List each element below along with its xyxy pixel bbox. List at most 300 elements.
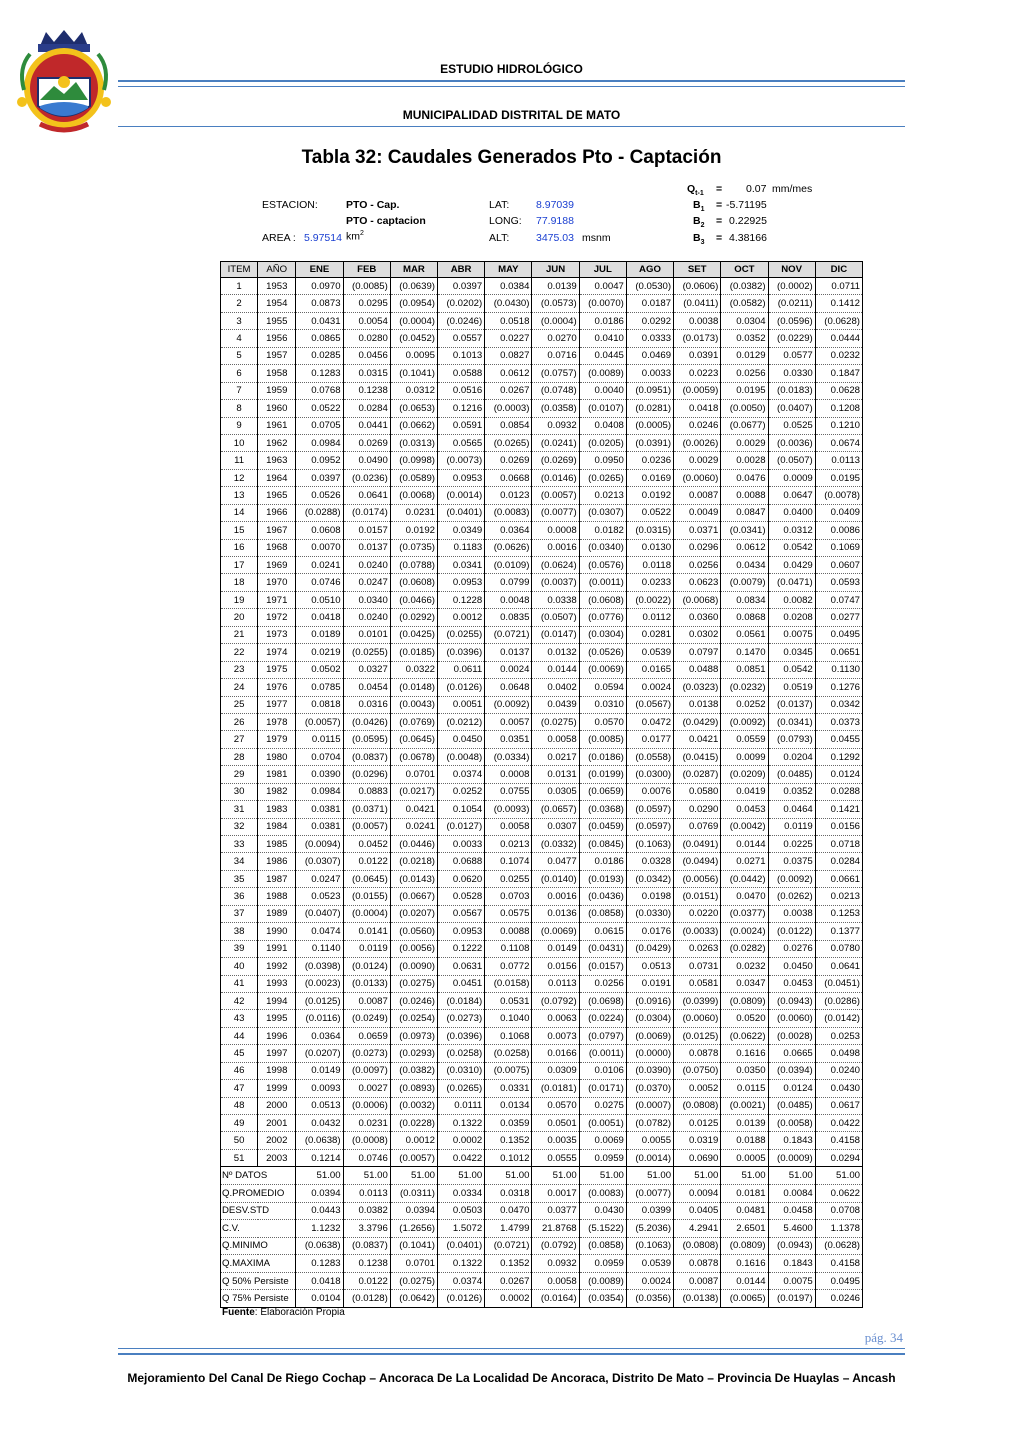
value-cell: 0.1013 (438, 347, 485, 364)
value-cell: (0.0142) (815, 1010, 862, 1027)
value-cell: 0.0137 (343, 539, 390, 556)
value-cell: (0.0431) (579, 940, 626, 957)
value-cell: 0.0198 (626, 888, 673, 905)
item-cell: 43 (221, 1010, 258, 1027)
value-cell: (0.0021) (721, 1097, 768, 1114)
stat-value: 0.0002 (485, 1290, 532, 1308)
table-row (221, 400, 863, 417)
stat-value: 0.0075 (768, 1272, 815, 1290)
value-cell: 0.0495 (815, 626, 862, 643)
item-cell: 17 (221, 557, 258, 574)
value-cell: 0.1238 (343, 382, 390, 399)
value-cell: (0.0004) (390, 312, 437, 329)
table-row (221, 644, 863, 661)
value-cell: (0.0411) (674, 295, 721, 312)
value-cell: (0.0211) (768, 295, 815, 312)
value-cell: (0.0224) (579, 1010, 626, 1027)
value-cell: 0.0305 (532, 783, 579, 800)
value-cell: 0.0165 (626, 661, 673, 678)
value-cell: 0.0002 (438, 1132, 485, 1149)
value-cell: 0.0029 (674, 452, 721, 469)
long-label: LONG: (489, 215, 522, 227)
value-cell: 0.0312 (768, 522, 815, 539)
value-cell: 0.0932 (532, 417, 579, 434)
table-row (221, 1097, 863, 1114)
value-cell: 0.0516 (438, 382, 485, 399)
stat-value: 51.00 (579, 1167, 626, 1185)
value-cell: 0.1012 (485, 1149, 532, 1166)
value-cell: 0.0316 (343, 696, 390, 713)
value-cell: 0.0970 (296, 278, 343, 295)
value-cell: (0.0193) (579, 870, 626, 887)
alt-unit: msnm (582, 232, 611, 244)
value-cell: (0.0292) (390, 609, 437, 626)
value-cell: 0.0470 (721, 888, 768, 905)
value-cell: 0.0510 (296, 591, 343, 608)
value-cell: (0.0097) (343, 1062, 390, 1079)
value-cell: (0.0315) (626, 522, 673, 539)
value-cell: 0.0307 (532, 818, 579, 835)
value-cell: 0.0851 (721, 661, 768, 678)
item-cell: 20 (221, 609, 258, 626)
value-cell: 0.0351 (485, 731, 532, 748)
value-cell: 0.0591 (438, 417, 485, 434)
value-cell: (0.0342) (626, 870, 673, 887)
value-cell: (0.0678) (390, 748, 437, 765)
stat-value: 0.1322 (438, 1255, 485, 1273)
value-cell: 0.0718 (815, 836, 862, 853)
year-cell: 1977 (258, 696, 296, 713)
value-cell: 0.0612 (485, 365, 532, 382)
value-cell: (0.0451) (815, 975, 862, 992)
value-cell: 0.0835 (485, 609, 532, 626)
value-cell: (0.0998) (390, 452, 437, 469)
value-cell: 0.0581 (674, 975, 721, 992)
value-cell: 0.0240 (343, 609, 390, 626)
column-header: AGO (626, 262, 673, 278)
value-cell: 0.1352 (485, 1132, 532, 1149)
value-cell: 0.0409 (815, 504, 862, 521)
value-cell: 0.0192 (626, 487, 673, 504)
value-cell: (0.0662) (390, 417, 437, 434)
value-cell: 0.1616 (721, 1045, 768, 1062)
value-cell: 0.0136 (532, 905, 579, 922)
value-cell: 0.0431 (296, 312, 343, 329)
value-cell: 0.0338 (532, 591, 579, 608)
value-cell: 0.0661 (815, 870, 862, 887)
value-cell: (0.0056) (390, 940, 437, 957)
value-cell: (0.0056) (674, 870, 721, 887)
year-cell: 1989 (258, 905, 296, 922)
year-cell: 1955 (258, 312, 296, 329)
value-cell: 0.0280 (343, 330, 390, 347)
value-cell: 0.0319 (674, 1132, 721, 1149)
value-cell: (0.0597) (626, 801, 673, 818)
value-cell: 0.0241 (296, 557, 343, 574)
value-cell: 0.0024 (485, 661, 532, 678)
stat-value: (0.0943) (768, 1237, 815, 1255)
value-cell: (0.0837) (343, 748, 390, 765)
value-cell: (0.0073) (438, 452, 485, 469)
value-cell: (0.0174) (343, 504, 390, 521)
value-cell: 0.0288 (815, 783, 862, 800)
value-cell: 0.0780 (815, 940, 862, 957)
stat-value: (0.0126) (438, 1290, 485, 1308)
stat-value: 0.4158 (815, 1255, 862, 1273)
year-cell: 1966 (258, 504, 296, 521)
year-cell: 1979 (258, 731, 296, 748)
value-cell: 0.0220 (674, 905, 721, 922)
stat-value: 0.0701 (390, 1255, 437, 1273)
value-cell: 0.0580 (674, 783, 721, 800)
value-cell: 0.0213 (579, 487, 626, 504)
year-cell: 1992 (258, 958, 296, 975)
value-cell: 0.0402 (532, 679, 579, 696)
value-cell: 0.1208 (815, 400, 862, 417)
value-cell: (0.0058) (768, 1115, 815, 1132)
value-cell: 0.0088 (721, 487, 768, 504)
stat-value: (0.0089) (579, 1272, 626, 1290)
year-cell: 2003 (258, 1149, 296, 1166)
table-row (221, 557, 863, 574)
value-cell: 0.0256 (721, 365, 768, 382)
value-cell: 0.0132 (532, 644, 579, 661)
table-row (221, 434, 863, 451)
value-cell: (0.0002) (768, 278, 815, 295)
value-cell: 0.0659 (343, 1027, 390, 1044)
value-cell: (0.0390) (626, 1062, 673, 1079)
value-cell: 0.1228 (438, 591, 485, 608)
stat-value: 0.0470 (485, 1202, 532, 1220)
stat-value: 0.0458 (768, 1202, 815, 1220)
stats-row (221, 1255, 863, 1273)
value-cell: 0.0024 (626, 679, 673, 696)
value-cell: (0.0249) (343, 1010, 390, 1027)
value-cell: (0.0286) (815, 992, 862, 1009)
table-row (221, 731, 863, 748)
stat-value: 0.0246 (815, 1290, 862, 1308)
value-cell: (0.0057) (390, 1149, 437, 1166)
stat-value: 0.0024 (626, 1272, 673, 1290)
value-cell: (0.0246) (438, 312, 485, 329)
value-cell: 0.0131 (532, 766, 579, 783)
value-cell: 0.0141 (343, 923, 390, 940)
value-cell: (0.0060) (674, 469, 721, 486)
page-number: pág. 34 (864, 1330, 903, 1345)
value-cell: (0.0011) (579, 574, 626, 591)
value-cell: (0.0050) (721, 400, 768, 417)
value-cell: 0.0122 (343, 853, 390, 870)
stat-value: (0.0642) (390, 1290, 437, 1308)
value-cell: 0.0525 (768, 417, 815, 434)
stat-value: 3.3796 (343, 1220, 390, 1238)
stat-label: DESV.STD (221, 1202, 296, 1220)
stats-row (221, 1167, 863, 1185)
stat-value: (0.0721) (485, 1237, 532, 1255)
area-label: AREA : (262, 232, 296, 244)
value-cell: 0.0490 (343, 452, 390, 469)
value-cell: 0.0450 (438, 731, 485, 748)
value-cell: (0.0429) (674, 713, 721, 730)
value-cell: (0.0068) (390, 487, 437, 504)
value-cell: (0.0124) (343, 958, 390, 975)
value-cell: (0.0151) (674, 888, 721, 905)
value-cell: (0.0304) (626, 1010, 673, 1027)
year-cell: 1969 (258, 557, 296, 574)
value-cell: (0.0626) (485, 539, 532, 556)
value-cell: 0.0575 (485, 905, 532, 922)
value-cell: 0.0690 (674, 1149, 721, 1166)
value-cell: (0.0254) (390, 1010, 437, 1027)
value-cell: (0.0107) (579, 400, 626, 417)
value-cell: (0.0218) (390, 853, 437, 870)
value-cell: 0.0051 (438, 696, 485, 713)
value-cell: (0.0265) (579, 469, 626, 486)
stat-value: 0.0113 (343, 1184, 390, 1202)
year-cell: 1965 (258, 487, 296, 504)
value-cell: 0.0445 (579, 347, 626, 364)
value-cell: (0.0310) (438, 1062, 485, 1079)
value-cell: 0.0138 (674, 696, 721, 713)
table-row (221, 469, 863, 486)
value-cell: (0.0207) (390, 905, 437, 922)
item-cell: 12 (221, 469, 258, 486)
value-cell: (0.0032) (390, 1097, 437, 1114)
value-cell: 0.0772 (485, 958, 532, 975)
stat-value: 51.00 (815, 1167, 862, 1185)
value-cell: 0.0012 (438, 609, 485, 626)
year-cell: 1961 (258, 417, 296, 434)
stat-value: (0.0809) (721, 1237, 768, 1255)
stat-value: 51.00 (626, 1167, 673, 1185)
value-cell: 0.0418 (296, 609, 343, 626)
value-cell: (0.0698) (579, 992, 626, 1009)
value-cell: (0.0368) (579, 801, 626, 818)
value-cell: (0.0273) (438, 1010, 485, 1027)
stat-value: (0.0858) (579, 1237, 626, 1255)
table-row (221, 975, 863, 992)
value-cell: 0.0984 (296, 783, 343, 800)
value-cell: (0.0371) (343, 801, 390, 818)
value-cell: (0.0645) (343, 870, 390, 887)
year-cell: 1962 (258, 434, 296, 451)
item-cell: 33 (221, 836, 258, 853)
value-cell: 0.0531 (485, 992, 532, 1009)
value-cell: 0.0594 (579, 679, 626, 696)
value-cell: 0.0397 (296, 469, 343, 486)
value-cell: (0.0459) (579, 818, 626, 835)
value-cell: (0.0125) (296, 992, 343, 1009)
stat-value: (0.0138) (674, 1290, 721, 1308)
year-cell: 1991 (258, 940, 296, 957)
year-cell: 1976 (258, 679, 296, 696)
stat-value: 51.00 (390, 1167, 437, 1185)
value-cell: 0.1847 (815, 365, 862, 382)
value-cell: (0.0092) (768, 870, 815, 887)
value-cell: 0.0247 (343, 574, 390, 591)
column-header: ENE (296, 262, 343, 278)
year-cell: 1998 (258, 1062, 296, 1079)
table-row (221, 801, 863, 818)
item-cell: 28 (221, 748, 258, 765)
q-label: $Q_{t-1}$ (687, 183, 704, 198)
value-cell: (0.0075) (485, 1062, 532, 1079)
value-cell: (0.0282) (721, 940, 768, 957)
value-cell: 0.0292 (626, 312, 673, 329)
value-cell: 0.0607 (815, 557, 862, 574)
value-cell: (0.0645) (390, 731, 437, 748)
value-cell: (0.0382) (721, 278, 768, 295)
stat-value: 0.0087 (674, 1272, 721, 1290)
value-cell: (0.0004) (532, 312, 579, 329)
value-cell: 0.1183 (438, 539, 485, 556)
value-cell: (0.0398) (296, 958, 343, 975)
value-cell: 0.0628 (815, 382, 862, 399)
value-cell: (0.0265) (438, 1080, 485, 1097)
b1-eq: = (716, 199, 723, 211)
value-cell: 0.0522 (296, 400, 343, 417)
stat-value: 0.1616 (721, 1255, 768, 1273)
table-row (221, 365, 863, 382)
value-cell: 0.0555 (532, 1149, 579, 1166)
value-cell: 0.0029 (721, 434, 768, 451)
value-cell: (0.0954) (390, 295, 437, 312)
table-row (221, 626, 863, 643)
item-cell: 49 (221, 1115, 258, 1132)
value-cell: (0.0485) (768, 766, 815, 783)
stat-value: 0.1238 (343, 1255, 390, 1273)
table-row (221, 1062, 863, 1079)
value-cell: 0.0439 (532, 696, 579, 713)
value-cell: 0.0769 (674, 818, 721, 835)
value-cell: 0.0474 (296, 923, 343, 940)
value-cell: 0.0665 (768, 1045, 815, 1062)
value-cell: (0.0776) (579, 609, 626, 626)
value-cell: (0.0273) (343, 1045, 390, 1062)
value-cell: (0.0782) (626, 1115, 673, 1132)
value-cell: 0.0561 (721, 626, 768, 643)
value-cell: 0.0747 (815, 591, 862, 608)
stats-row (221, 1202, 863, 1220)
value-cell: (0.0323) (674, 679, 721, 696)
value-cell: 0.0233 (626, 574, 673, 591)
value-cell: (0.0341) (768, 713, 815, 730)
year-cell: 2001 (258, 1115, 296, 1132)
value-cell: 0.0331 (485, 1080, 532, 1097)
stat-value: 0.0104 (296, 1290, 343, 1308)
value-cell: 0.0647 (768, 487, 815, 504)
b3-value: 4.38166 (729, 232, 767, 244)
value-cell: 0.0008 (532, 522, 579, 539)
value-cell: (0.0748) (532, 382, 579, 399)
stat-value: 51.00 (343, 1167, 390, 1185)
value-cell: (0.0573) (532, 295, 579, 312)
value-cell: (0.0471) (768, 574, 815, 591)
value-cell: 0.0208 (768, 609, 815, 626)
value-cell: 0.0755 (485, 783, 532, 800)
value-cell: 0.0086 (815, 522, 862, 539)
value-cell: 0.0432 (296, 1115, 343, 1132)
value-cell: 0.0878 (674, 1045, 721, 1062)
value-cell: (0.0788) (390, 557, 437, 574)
value-cell: (0.0721) (485, 626, 532, 643)
b2-eq: = (716, 215, 723, 227)
stats-row (221, 1290, 863, 1308)
table-row (221, 330, 863, 347)
year-cell: 1993 (258, 975, 296, 992)
value-cell: (0.0491) (674, 836, 721, 853)
value-cell: (0.0229) (768, 330, 815, 347)
value-cell: 0.0315 (343, 365, 390, 382)
study-title: ESTUDIO HIDROLÓGICO (440, 62, 583, 76)
value-cell: 0.0188 (721, 1132, 768, 1149)
value-cell: (0.0845) (579, 836, 626, 853)
stat-value: (0.0128) (343, 1290, 390, 1308)
value-cell: 0.0082 (768, 591, 815, 608)
value-cell: 0.1108 (485, 940, 532, 957)
value-cell: 0.0047 (579, 278, 626, 295)
table-header-row (221, 262, 863, 278)
value-cell: 0.0502 (296, 661, 343, 678)
value-cell: (0.0069) (579, 661, 626, 678)
value-cell: 0.0477 (532, 853, 579, 870)
value-cell: 0.0113 (532, 975, 579, 992)
value-cell: 0.0217 (532, 748, 579, 765)
item-cell: 25 (221, 696, 258, 713)
value-cell: 0.0641 (815, 958, 862, 975)
year-cell: 1987 (258, 870, 296, 887)
table-row (221, 1027, 863, 1044)
value-cell: 0.0038 (674, 312, 721, 329)
value-cell: (0.0313) (390, 434, 437, 451)
stat-value: 0.0959 (579, 1255, 626, 1273)
value-cell: 0.0040 (579, 382, 626, 399)
b2-label: $B_2$ (693, 215, 705, 230)
year-cell: 1960 (258, 400, 296, 417)
value-cell: 0.0953 (438, 469, 485, 486)
value-cell: 0.0070 (296, 539, 343, 556)
value-cell: 0.0523 (296, 888, 343, 905)
value-cell: 0.0518 (485, 312, 532, 329)
value-cell: (0.0307) (579, 504, 626, 521)
value-cell: 0.0593 (815, 574, 862, 591)
value-cell: 0.0322 (390, 661, 437, 678)
stat-label: Q.MAXIMA (221, 1255, 296, 1273)
q-eq: = (716, 183, 723, 195)
stat-value: 4.2941 (674, 1220, 721, 1238)
header-divider (118, 80, 905, 87)
value-cell: 0.0009 (768, 469, 815, 486)
stat-value: (0.1063) (626, 1237, 673, 1255)
stat-value: (0.0275) (390, 1272, 437, 1290)
value-cell: (0.0207) (296, 1045, 343, 1062)
value-cell: (0.0391) (626, 434, 673, 451)
table-row (221, 783, 863, 800)
value-cell: (0.0158) (485, 975, 532, 992)
item-cell: 10 (221, 434, 258, 451)
value-cell: 0.0309 (532, 1062, 579, 1079)
value-cell: (0.0288) (296, 504, 343, 521)
value-cell: (0.0232) (721, 679, 768, 696)
stat-value: 1.1378 (815, 1220, 862, 1238)
stat-value: 0.0399 (626, 1202, 673, 1220)
value-cell: 0.0005 (721, 1149, 768, 1166)
value-cell: 0.0526 (296, 487, 343, 504)
year-cell: 1974 (258, 644, 296, 661)
value-cell: 0.0347 (721, 975, 768, 992)
value-cell: (0.0407) (296, 905, 343, 922)
value-cell: (0.0126) (438, 679, 485, 696)
